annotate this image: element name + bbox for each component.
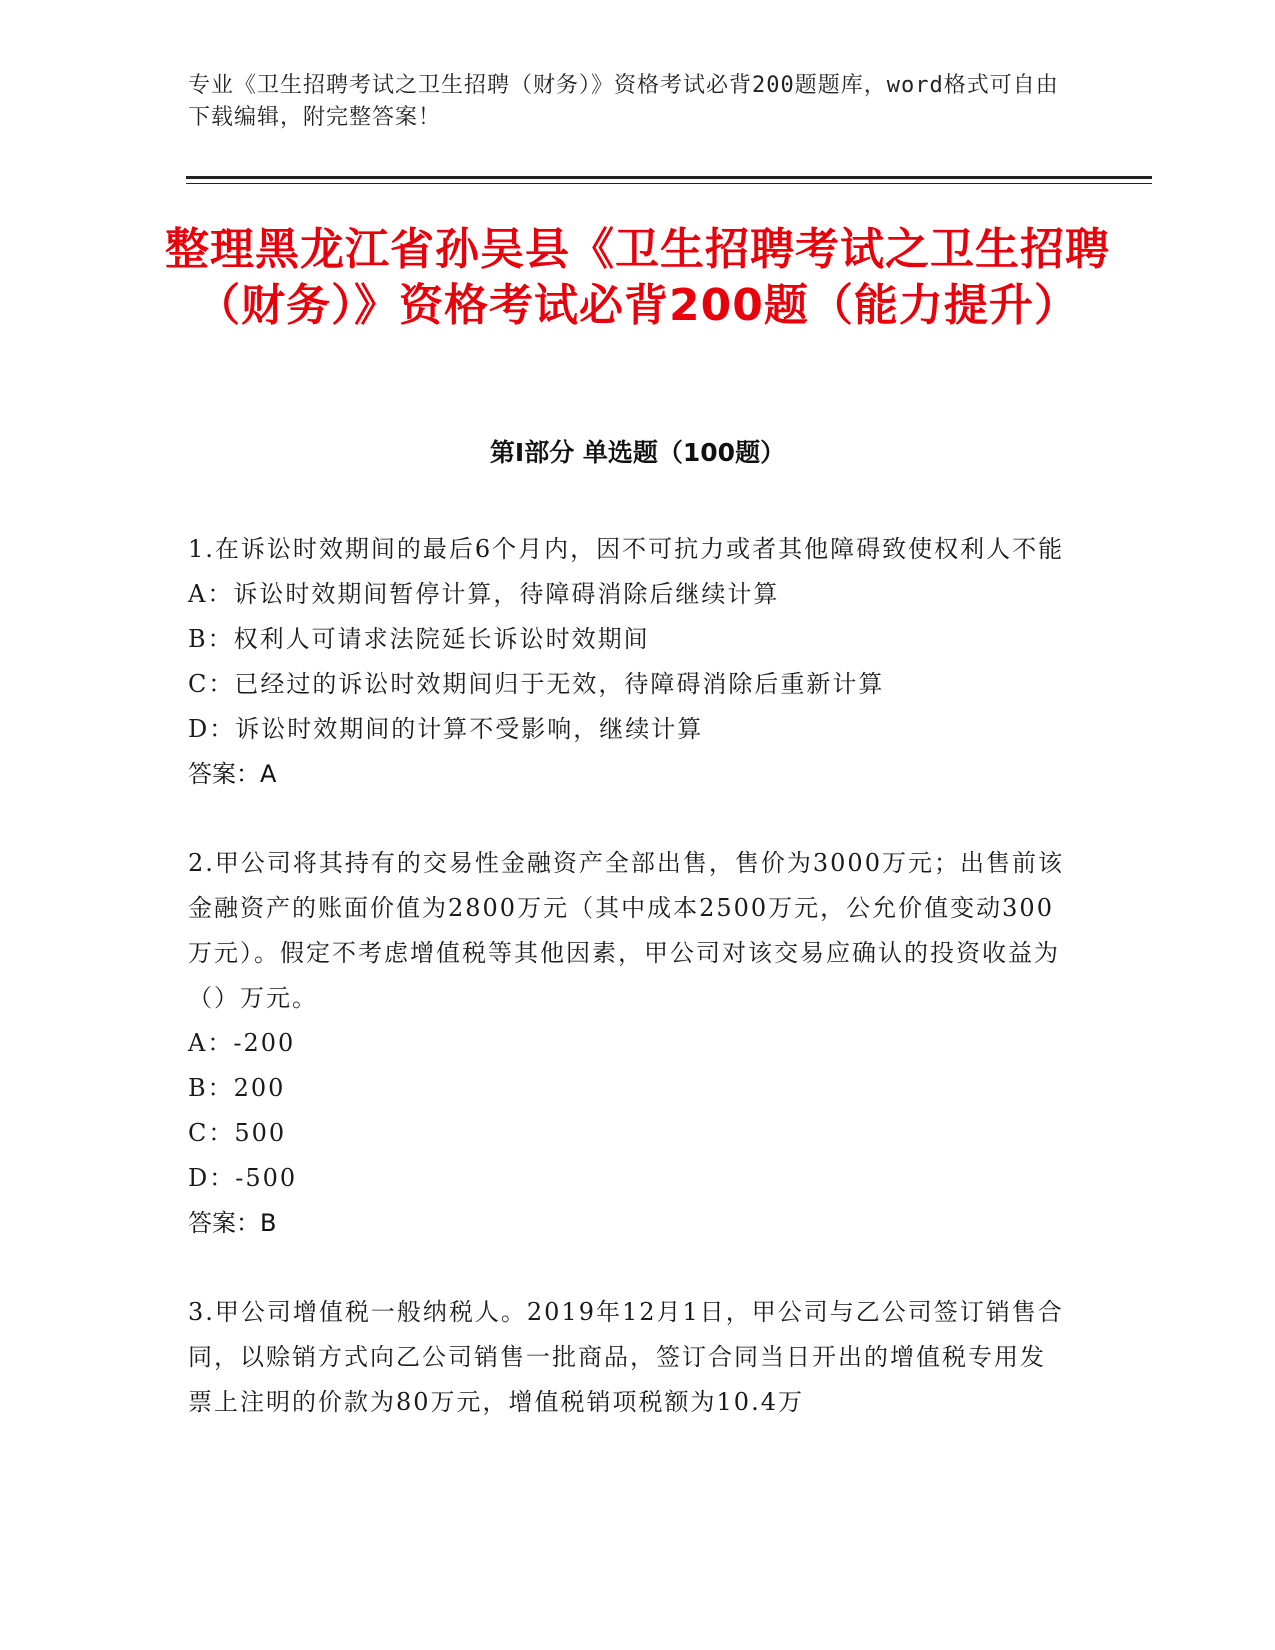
section-title: 第Ⅰ部分 单选题（100题） (489, 438, 786, 467)
option-a: A：诉讼时效期间暂停计算，待障碍消除后继续计算 (188, 580, 780, 608)
question-2 (188, 841, 1068, 1246)
answer: 答案：B (188, 1209, 277, 1237)
option-b: B：200 (188, 1074, 286, 1102)
question-1 (188, 527, 1068, 797)
question-stem: 3.甲公司增值税一般纳税人。2019年12月1日，甲公司与乙公司签订销售合同，以赊销方式向乙公司销售一批商品，签订合同当日开出的增值税专用发票上注明的价款为80万元，增值税销项税额为10.4万 (188, 1298, 1064, 1416)
question-list (188, 527, 1068, 1469)
option-a: A：-200 (188, 1029, 296, 1057)
header-rule-thick (186, 176, 1152, 179)
header-note: 专业《卫生招聘考试之卫生招聘（财务）》资格考试必背200题题库，word格式可自由下载编辑，附完整答案！ (188, 73, 1059, 130)
option-c: C：500 (188, 1119, 287, 1147)
answer: 答案：A (188, 760, 277, 788)
question-stem: 1.在诉讼时效期间的最后6个月内，因不可抗力或者其他障碍致使权利人不能 (188, 535, 1065, 563)
document-title: 整理黑龙江省孙吴县《卫生招聘考试之卫生招聘（财务）》资格考试必背200题（能力提升） (165, 224, 1110, 331)
question-3 (188, 1290, 1068, 1425)
option-c: C：已经过的诉讼时效期间归于无效，待障碍消除后重新计算 (188, 670, 885, 698)
option-d: D：诉讼时效期间的计算不受影响，继续计算 (188, 715, 704, 743)
option-d: D：-500 (188, 1164, 298, 1192)
question-stem: 2.甲公司将其持有的交易性金融资产全部出售，售价为3000万元；出售前该金融资产的账面价值为2800万元（其中成本2500万元，公允价值变动300万元）。假定不考虑增值税等其他因素，甲公司对该交易应确认的投资收益为（）万元。 (188, 849, 1064, 1012)
header-rule-thin (186, 183, 1152, 184)
option-b: B：权利人可请求法院延长诉讼时效期间 (188, 625, 650, 653)
